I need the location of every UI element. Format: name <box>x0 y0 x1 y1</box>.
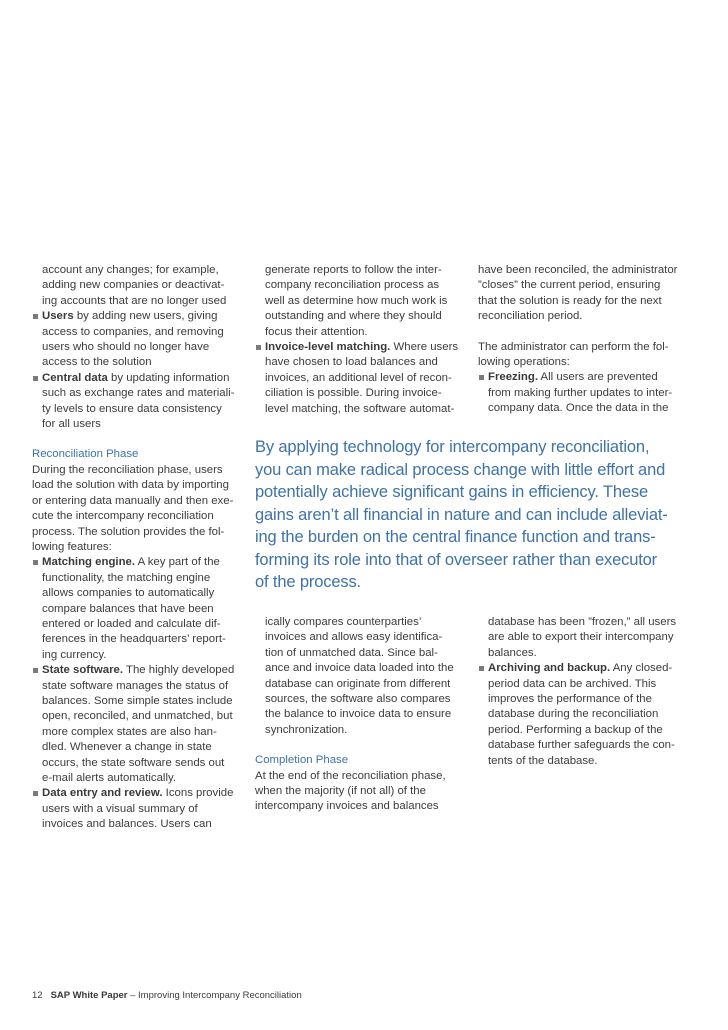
line-text: database during the reconciliation <box>488 708 659 721</box>
text-line <box>478 340 698 355</box>
publication-name: SAP White Paper <box>50 990 128 1001</box>
text-line <box>255 278 470 293</box>
text-line <box>255 677 470 692</box>
line-text: invoices and allows easy identifica- <box>265 631 443 644</box>
line-text: intercompany invoices and balances <box>255 800 439 813</box>
paragraph-gap <box>255 738 470 753</box>
text-line <box>32 386 247 401</box>
text-line <box>478 738 698 753</box>
text-line <box>32 571 247 586</box>
column-2-bottom <box>255 615 470 815</box>
text-line <box>255 371 470 386</box>
line-text: A key part of the <box>135 556 220 569</box>
bullet-term: Matching engine. <box>42 556 136 569</box>
quote-line: you can make radical process change with little effort and <box>255 460 666 479</box>
text-line <box>32 294 247 309</box>
line-text: occurs, the state software sends out <box>42 756 225 769</box>
text-line <box>255 325 470 340</box>
line-text: by adding new users, giving <box>73 310 218 323</box>
text-line <box>478 646 698 661</box>
text-line <box>255 615 470 630</box>
line-text: The highly developed <box>123 664 235 677</box>
line-text: cute the intercompany reconciliation <box>32 510 214 523</box>
text-line <box>255 294 470 309</box>
text-line <box>255 784 470 799</box>
line-text: focus their attention. <box>265 325 368 338</box>
line-text: The administrator can perform the fol- <box>478 340 669 353</box>
publication-subtitle: – Improving Intercompany Reconciliation <box>127 990 302 1001</box>
bullet-line <box>32 663 247 678</box>
text-line <box>478 386 698 401</box>
quote-line: ing the burden on the central finance function and trans- <box>255 528 656 546</box>
text-line <box>32 509 247 524</box>
column-3-top <box>478 263 698 417</box>
line-text: Any closed- <box>610 662 673 675</box>
line-text: ”closes” the current period, ensuring <box>478 279 661 292</box>
text-line <box>255 646 470 661</box>
page-footer <box>32 990 302 1001</box>
text-line <box>32 771 247 786</box>
line-text: ance and invoice data loaded into the <box>265 662 454 675</box>
text-line <box>478 754 698 769</box>
quote-line: forming its role into that of overseer rather than executor <box>255 550 658 569</box>
text-line <box>32 632 247 647</box>
line-text: users with a visual summary of <box>42 802 198 815</box>
page-number: 12 <box>32 990 43 1001</box>
text-line <box>32 740 247 755</box>
quote-line: of the process. <box>255 573 361 591</box>
text-line <box>32 709 247 724</box>
line-text: are able to export their intercompany <box>488 631 674 644</box>
text-line <box>32 679 247 694</box>
line-text: During the reconciliation phase, users <box>32 463 223 476</box>
line-text: synchronization. <box>265 723 348 736</box>
text-line <box>478 677 698 692</box>
column-2-top <box>255 263 470 417</box>
bullet-term: Data entry and review. <box>42 787 163 800</box>
line-text: lowing features: <box>32 540 112 553</box>
text-line <box>32 355 247 370</box>
line-text: database further safeguards the con- <box>488 739 675 752</box>
line-text: access to companies, and removing <box>42 325 224 338</box>
text-line <box>478 263 698 278</box>
text-line <box>478 692 698 707</box>
line-text: database can originate from different <box>265 677 451 690</box>
bullet-line <box>32 309 247 324</box>
column-3-bottom <box>478 615 698 769</box>
line-text: ty levels to ensure data consistency <box>42 402 222 415</box>
line-text: balances. <box>488 646 537 659</box>
bullet-term: Archiving and backup. <box>488 662 611 675</box>
text-line <box>255 386 470 401</box>
line-text: ing currency. <box>42 648 107 661</box>
line-text: well as determine how much work is <box>265 294 448 307</box>
line-text: adding new companies or deactivat- <box>42 279 225 292</box>
line-text: users who should no longer have <box>42 341 210 354</box>
line-text: state software manages the status of <box>42 679 229 692</box>
line-text: the balance to invoice data to ensure <box>265 708 452 721</box>
text-line <box>32 648 247 663</box>
text-line <box>32 325 247 340</box>
bullet-term: Central data <box>42 371 108 384</box>
line-text: ically compares counterparties’ <box>265 616 422 628</box>
line-text: e-mail alerts automatically. <box>42 772 176 784</box>
bullet-line <box>478 661 698 676</box>
text-line <box>255 309 470 324</box>
text-line <box>32 278 247 293</box>
column-1-top <box>32 263 247 833</box>
line-text: process. The solution provides the fol- <box>32 525 225 538</box>
line-text: improves the performance of the <box>488 693 652 706</box>
line-text: for all users <box>42 418 101 431</box>
line-text: dled. Whenever a change in state <box>42 741 212 754</box>
text-line <box>32 463 247 478</box>
section-heading <box>255 753 470 768</box>
line-text: compare balances that have been <box>42 602 214 615</box>
text-line <box>32 802 247 817</box>
bullet-term: Users <box>42 310 74 323</box>
text-line <box>255 661 470 676</box>
line-text: entered or loaded and calculate dif- <box>42 617 221 630</box>
line-text: Reconciliation Phase <box>32 448 139 461</box>
quote-line: potentially achieve significant gains in efficiency. These <box>255 483 649 501</box>
text-line <box>478 707 698 722</box>
text-line <box>255 692 470 707</box>
bullet-term: Freezing. <box>488 371 539 384</box>
line-text: account any changes; for example, <box>42 264 219 276</box>
text-line <box>478 355 698 370</box>
bullet-term: State software. <box>42 664 124 677</box>
line-text: company data. Once the data in the <box>488 402 669 415</box>
text-line <box>32 494 247 509</box>
paragraph-gap <box>478 325 698 340</box>
line-text: that the solution is ready for the next <box>478 294 662 307</box>
text-line <box>478 630 698 645</box>
text-line <box>32 602 247 617</box>
bullet-line <box>32 786 247 801</box>
text-line <box>478 615 698 630</box>
text-line <box>32 725 247 740</box>
text-line <box>32 340 247 355</box>
text-line <box>255 402 470 417</box>
text-line <box>32 540 247 555</box>
line-text: lowing operations: <box>478 356 570 369</box>
bullet-term: Invoice-level matching. <box>265 341 391 354</box>
text-line <box>255 630 470 645</box>
text-line <box>32 756 247 771</box>
text-line <box>255 263 470 278</box>
text-line <box>255 707 470 722</box>
bullet-line <box>478 370 698 385</box>
line-text: functionality, the matching engine <box>42 571 211 584</box>
line-text: balances. Some simple states include <box>42 694 233 707</box>
line-text: At the end of the reconciliation phase, <box>255 769 446 782</box>
line-text: ing accounts that are no longer used <box>42 294 227 307</box>
text-line <box>32 417 247 432</box>
text-line <box>255 723 470 738</box>
text-line <box>32 817 247 832</box>
text-line <box>32 694 247 709</box>
quote-line: gains aren’t all financial in nature and can include alleviat- <box>255 505 668 524</box>
line-text: period data can be archived. This <box>488 677 657 690</box>
line-text: ciliation is possible. During invoice- <box>265 387 442 400</box>
text-line <box>478 309 698 324</box>
line-text: period. Performing a backup of the <box>488 723 663 736</box>
line-text: company reconciliation process as <box>265 279 440 292</box>
bullet-line <box>32 555 247 570</box>
line-text: level matching, the software automat- <box>265 402 455 415</box>
text-line <box>32 586 247 601</box>
text-line <box>255 799 470 814</box>
pull-quote <box>255 436 695 594</box>
line-text: access to the solution <box>42 356 152 369</box>
line-text: from making further updates to inter- <box>488 386 673 399</box>
line-text: have been reconciled, the administrator <box>478 264 678 276</box>
line-text: by updating information <box>107 371 230 384</box>
line-text: tion of unmatched data. Since bal- <box>265 646 438 659</box>
line-text: load the solution with data by importing <box>32 479 229 492</box>
line-text: invoices and balances. Users can <box>42 818 212 831</box>
line-text: open, reconciled, and unmatched, but <box>42 710 233 723</box>
text-line <box>32 525 247 540</box>
text-line <box>255 355 470 370</box>
line-text: such as exchange rates and materiali- <box>42 387 235 400</box>
text-line <box>478 401 698 416</box>
bullet-line <box>32 371 247 386</box>
text-line <box>255 769 470 784</box>
paragraph-gap <box>32 432 247 447</box>
line-text: invoices, an additional level of recon- <box>265 371 452 384</box>
line-text: generate reports to follow the inter- <box>265 264 442 276</box>
section-heading <box>32 447 247 462</box>
line-text: reconciliation period. <box>478 310 583 323</box>
line-text: or entering data manually and then exe- <box>32 494 234 507</box>
line-text: have chosen to load balances and <box>265 356 438 369</box>
line-text: Where users <box>390 341 459 354</box>
line-text: when the majority (if not all) of the <box>255 785 426 798</box>
line-text: Completion Phase <box>255 754 349 767</box>
text-line <box>32 478 247 493</box>
text-line <box>32 263 247 278</box>
bullet-line <box>255 340 470 355</box>
line-text: Icons provide <box>162 787 234 800</box>
quote-line: By applying technology for intercompany reconciliation, <box>255 438 650 456</box>
line-text: outstanding and where they should <box>265 310 442 323</box>
line-text: allows companies to automatically <box>42 587 215 600</box>
text-line <box>478 294 698 309</box>
text-line <box>32 402 247 417</box>
line-text: sources, the software also compares <box>265 693 451 706</box>
line-text: more complex states are also han- <box>42 725 217 738</box>
line-text: ferences in the headquarters’ report- <box>42 633 226 646</box>
text-line <box>478 278 698 293</box>
text-line <box>32 617 247 632</box>
line-text: tents of the database. <box>488 754 598 767</box>
text-line <box>478 723 698 738</box>
line-text: database has been ”frozen,” all users <box>488 616 677 628</box>
line-text: All users are prevented <box>538 371 658 384</box>
